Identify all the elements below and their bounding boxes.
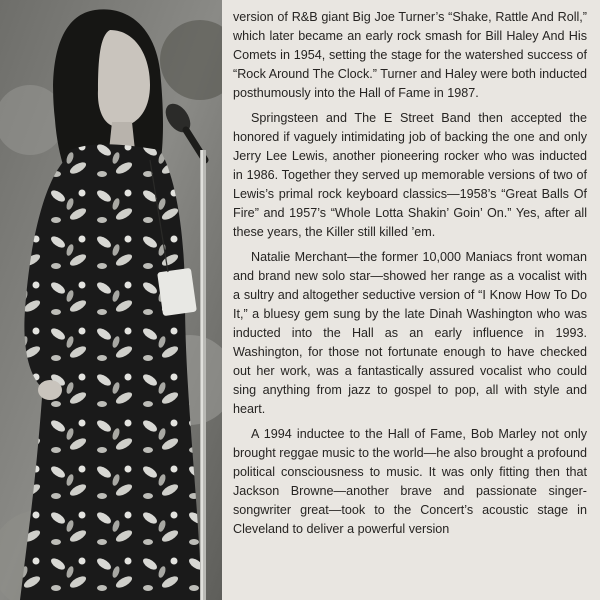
article-body bbox=[233, 8, 587, 545]
performer-illustration bbox=[0, 0, 222, 600]
paragraph-3: Natalie Merchant—the former 10,000 Maniacs front woman and brand new solo star—showed her range as a vocalist with a sultry and altogether seductive version of “I Know How To Do It,” a bluesy gem sung by the late Dinah Washington who was inducted into the Hall as an early influence in 1993. Washington, for those not fortunate enough to have checked out her work, was a fantastically assured vocalist who could sing anything from jazz to gospel to pop, all with style and heart. bbox=[233, 250, 587, 416]
paragraph-1: version of R&B giant Big Joe Turner’s “Shake, Rattle And Roll,” which later became an early rock smash for Bill Haley And His Comets in 1954, setting the stage for the watershed success of “Rock Around The Clock.” Turner and Haley were both inducted posthumously into the Hall of Fame in 1987. bbox=[233, 10, 587, 100]
paragraph-4: A 1994 inductee to the Hall of Fame, Bob Marley not only brought reggae music to the world—he also brought a profound political consciousness to music. It was only fitting then that Jackson Browne—another brave and passionate singer-songwriter great—took to the Concert’s acoustic stage in Cleveland to deliver a powerful version bbox=[233, 427, 587, 536]
paragraph-2: Springsteen and The E Street Band then accepted the honored if vaguely intimidating job of backing the one and only Jerry Lee Lewis, another pioneering rocker who was inducted in 1986. Together they served up memorable versions of two of Lewis’s primal rock keyboard classics—1958’s “Great Balls Of Fire” and 1957’s “Whole Lotta Shakin’ Goin’ On.” Yes, after all these years, the Killer still killed ’em. bbox=[233, 111, 587, 239]
performer-photo bbox=[0, 0, 222, 600]
